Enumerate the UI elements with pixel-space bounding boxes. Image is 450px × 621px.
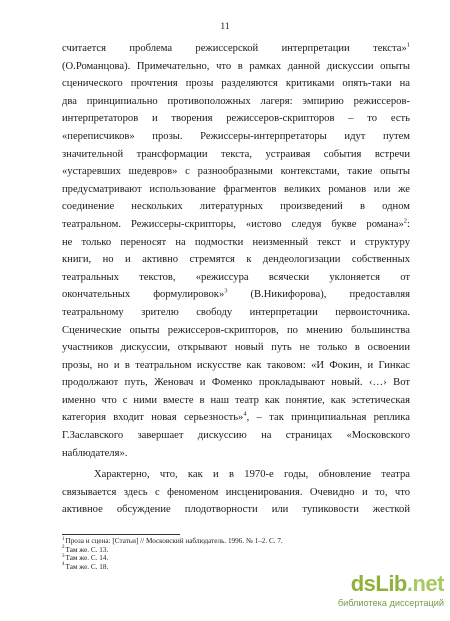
footnote [62,546,362,555]
text-run: «устаревших шедевров» с разнообразными контекстами, такие опыты [62,166,410,178]
text-line [62,501,410,519]
text-line [62,339,410,357]
text-line [62,251,410,269]
text-run: связывается здесь с феноменом инсценирования. Очевидно и то, что [62,486,410,498]
watermark-logo-main: dsLib [350,571,407,596]
text-line [62,163,410,181]
text-line [62,445,410,463]
text-line [62,392,410,410]
watermark-logo-tld: .net [406,571,444,596]
text-run: считается проблема режиссерской интерпретации текста» [62,43,407,54]
text-line [62,466,410,484]
text-run: окончательных формулировок» [62,289,225,301]
text-run: Сценические опыты режиссеров-скрипторов, по мнению большинства [62,324,410,336]
text-line [62,128,410,146]
footnote-ref: 2 [403,217,408,225]
text-run: (В.Никифорова), предоставляя [227,289,410,301]
text-line [62,427,410,445]
text-line [62,181,410,199]
text-run: , – так принципиальная реплика [246,412,410,424]
footnote-text: Там же. С. 13. [65,545,109,554]
footnotes [62,537,362,571]
text-line [62,146,410,164]
text-line [62,304,410,322]
text-run: Характерно, что, как и в 1970-е годы, обновление театра [94,469,410,481]
text-line [62,357,410,375]
text-line [62,374,410,392]
page-number: 11 [220,22,230,32]
text-run: театральных текстов, «режиссура всячески уклоняется от [62,271,410,283]
watermark [316,571,444,615]
text-run: предусматривают использование фрагментов великих романов или же [62,183,410,195]
text-line [62,110,410,128]
text-line [62,484,410,502]
text-run: : [407,218,410,230]
footnote-text: Там же. С. 18. [65,562,109,571]
text-run: «переписчиков» прозы. Режиссеры-интерпретаторы идут путем [62,130,410,142]
body-text [62,40,410,519]
footnote-rule [62,534,180,535]
text-line [62,75,410,93]
text-run: активное обсуждение плодотворности или тупиковости жесткой [62,504,410,516]
watermark-logo [351,571,444,597]
text-run: соединение нескольких литературных произведений в одном [62,201,410,213]
footnote-text: Там же. С. 14. [65,554,109,563]
footnote-mark: 3 [62,553,65,559]
text-run: значительной трансформации текста, устраивая события встречи [62,148,410,160]
watermark-tagline: библиотека диссертаций [337,598,444,608]
footnote-mark: 1 [62,536,65,542]
text-run: Г.Заславского завершает дискуссию на страницах «Московского [62,430,410,442]
text-run: театральном. Режиссеры-скрипторы, «истово следуя букве романа» [62,218,404,230]
footnote-text: Проза и сцена: [Статьи] // Московский наблюдатель. 1996. № 1–2. С. 7. [65,537,283,545]
text-run: сценического прочтения прозы разделяются критиками опять-таки на [62,78,410,90]
text-run: два принципиально противоположных лагеря: эмпирию режиссеров- [62,95,410,107]
text-line [62,198,410,216]
footnote [62,537,362,546]
footnote [62,554,362,563]
text-run: наблюдателя». [62,447,128,459]
text-run: именно что с ними вместе в наш театр как понятие, как эстетическая [62,394,410,406]
text-run: не только переносят на подмостки неизменный текст и структуру [62,236,410,248]
footnote-ref: 1 [406,41,410,49]
footnote-mark: 2 [62,545,65,551]
text-run: театральному зрителю свободу интерпретации первоисточника. [62,306,410,318]
text-run: участников дискуссии, открывают новый путь не только в освоении [62,342,410,354]
text-run: продолжают путь, Женовач и Фоменко прокладывают новый. ‹…› Вот [62,377,410,389]
footnote-ref: 3 [224,287,228,295]
text-line [62,40,410,58]
text-run: категория входит новая серьезность» [62,412,244,424]
text-line [62,234,410,252]
text-line [62,216,410,234]
footnote-ref: 4 [243,410,247,418]
text-run: прозы, но и в театральном искусстве как таковом: «И Фокин, и Гинкас [62,359,410,371]
footnote-mark: 4 [62,562,65,568]
text-line [62,58,410,76]
text-run: (О.Романцова). Примечательно, что в рамках данной дискуссии опыты [62,60,410,72]
text-run: интерпретаторов и творения режиссеров-скрипторов – то есть [62,113,410,125]
text-line [62,269,410,287]
text-run: книги, но и активно стремятся к дендеологизации собственных [62,254,410,266]
text-line [62,93,410,111]
text-line [62,409,410,427]
text-line [62,286,410,304]
text-line [62,322,410,340]
